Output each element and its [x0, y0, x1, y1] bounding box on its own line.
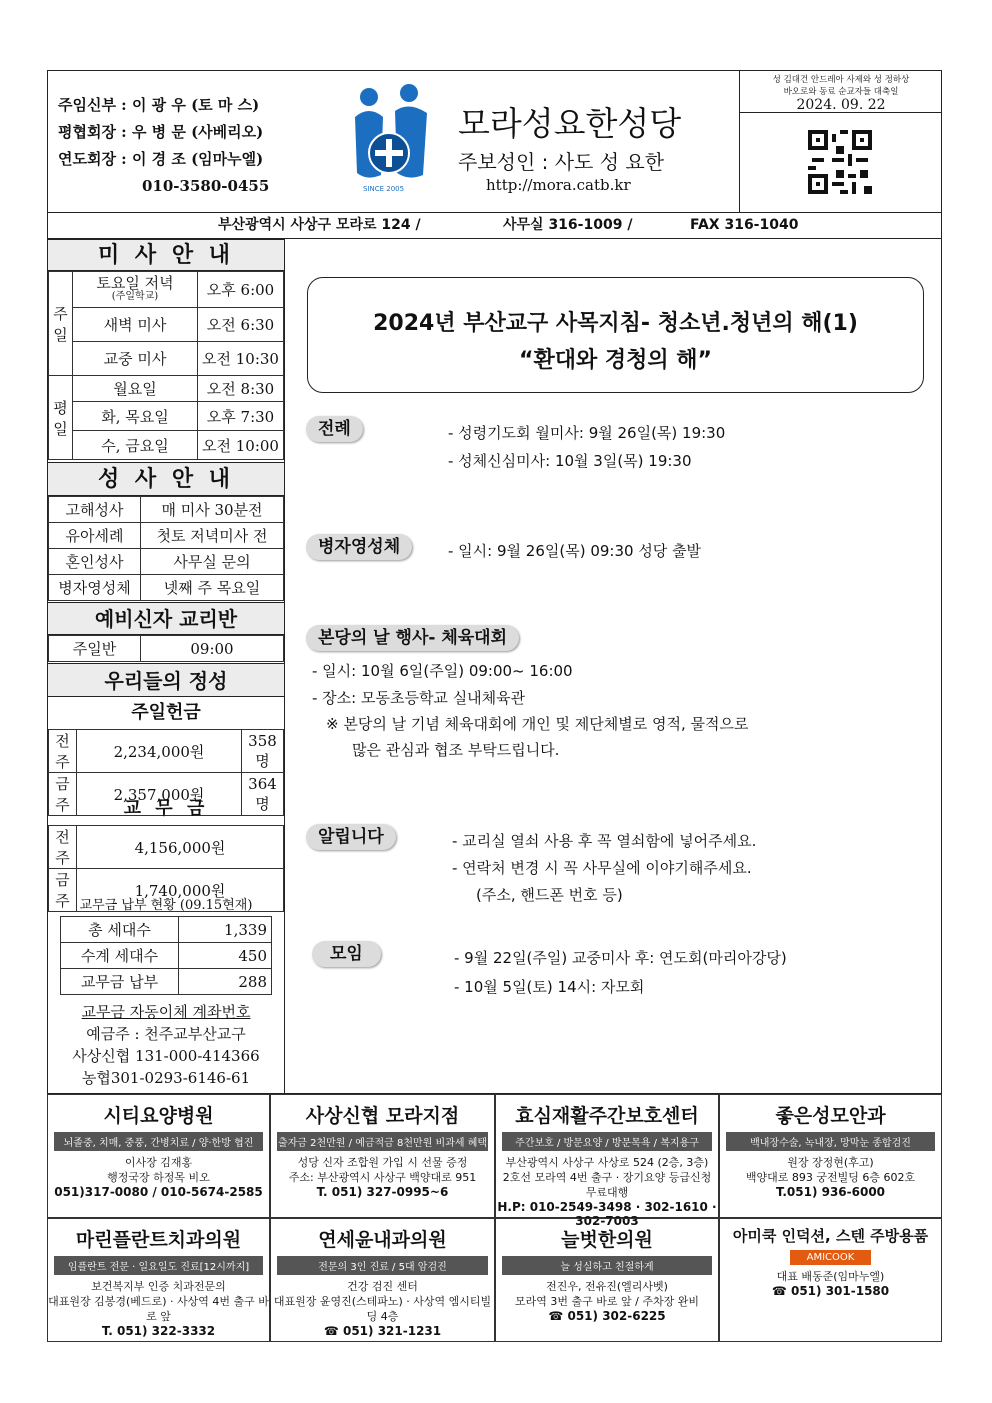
ad-sasang-credit-union [270, 1094, 495, 1218]
ad-phone: ☎ 051) 302-6225 [548, 1309, 666, 1323]
sacrament-time: 넷째 주 목요일 [141, 575, 284, 601]
ad-phone: T. 051) 322-3332 [101, 1324, 216, 1338]
ad-line: 전진우, 전유진(엘리사벳) [546, 1280, 668, 1293]
section-line: - 9월 22일(주일) 교중미사 후: 연도회(마리아강당) [454, 949, 787, 967]
section-line: - 일시: 10월 6일(주일) 09:00~ 16:00 [312, 662, 573, 680]
ad-title: 좋은성모안과 [775, 1105, 886, 1127]
status-value: 1,339 [179, 917, 272, 943]
ad-line: 원장 장정현(후고) [787, 1156, 874, 1169]
council-chair-line: 평협회장 : 우 병 문 (사베리오) [58, 123, 264, 141]
association-chair-line: 연도회장 : 이 경 조 (임마누엘) [58, 150, 264, 168]
qr-code-icon [808, 130, 872, 194]
section-line: ※ 본당의 날 기념 체육대회에 개인 및 제단체별로 영적, 물적으로 [326, 715, 749, 733]
feast-line-2: 바오로와 동료 순교자들 대축일 [783, 87, 899, 97]
ad-title: 사상신협 모라지점 [305, 1105, 460, 1127]
sacrament-time: 첫토 저녁미사 전 [141, 523, 284, 549]
ad-title: 아미쿡 인덕션, 스텐 주방용품 [732, 1227, 929, 1245]
dues-status-title: 교무금 납부 현황 (09.15현재) [79, 898, 253, 913]
section-line: - 연락처 변경 시 꼭 사무실에 이야기해주세요. [452, 859, 752, 877]
sacrament-name: 고해성사 [49, 497, 141, 523]
weekday-mass-row: 월요일 [73, 376, 198, 402]
dues-week: 금주 [49, 869, 77, 912]
ad-tagline: 임플란트 전문 · 일요일도 진료[12시까지] [54, 1256, 263, 1275]
section-line: - 성체신심미사: 10월 3일(목) 19:30 [448, 452, 692, 470]
ad-tagline: 백내장수술, 녹내장, 망막눈 종합검진 [726, 1132, 935, 1151]
ad-title: 연세윤내과의원 [318, 1229, 447, 1251]
feast-line-1: 성 김대건 안드레아 사제와 성 정하상 [772, 75, 910, 85]
church-address: 부산광역시 사상구 모라로 124 / [218, 217, 421, 233]
headline-box [307, 277, 924, 393]
ad-line: 성당 신자 조합원 가입 시 선물 증정 [297, 1156, 468, 1169]
section-line: - 장소: 모동초등학교 실내체육관 [312, 689, 526, 707]
ad-title: 늘벗한의원 [561, 1229, 653, 1251]
section-pill-sick-communion: 병자영성체 [306, 534, 412, 560]
sunday-mass-row: 교중 미사 [73, 342, 198, 376]
sunday-mass-time: 오후 6:00 [198, 272, 284, 308]
dues-status-table [60, 916, 272, 995]
ad-line: 행정국장 하정목 비오 [107, 1171, 210, 1184]
ad-marin-dental-clinic [47, 1218, 270, 1342]
pastor-line: 주임신부 : 이 광 우 (토 마 스) [58, 96, 260, 114]
church-name: 모라성요한성당 [458, 104, 682, 143]
ad-phone: H.P: 010-2549-3498 · 302-1610 · 302-7003 [497, 1200, 717, 1228]
ad-line: 주소: 부산광역시 사상구 백양대로 951 [288, 1171, 477, 1184]
section-line: (주소, 핸드폰 번호 등) [476, 886, 623, 904]
section-pill-liturgy: 전례 [306, 416, 363, 442]
sacrament-name: 혼인성사 [49, 549, 141, 575]
ad-line: 대표원장 김봉경(베드로) · 사상역 4번 출구 바로 앞 [48, 1295, 269, 1323]
patron-saint: 주보성인 : 사도 성 요한 [458, 150, 665, 174]
ad-tagline: 출자금 2천만원 / 예금적금 8천만원 비과세 혜택 [277, 1132, 488, 1151]
weekday-label: 평일 [49, 376, 73, 460]
sunday-label: 주일 [49, 272, 73, 376]
weekday-mass-time: 오후 7:30 [198, 402, 284, 431]
collection-count: 364명 [242, 773, 284, 816]
offering-title: 우리들의 정성 [48, 663, 284, 697]
ad-line: 건강 검진 센터 [347, 1280, 418, 1293]
ad-good-seongmo-eye-clinic [719, 1094, 942, 1218]
sacrament-time: 매 미사 30분전 [141, 497, 284, 523]
mass-schedule-table [48, 271, 284, 460]
ad-line: 대표 배동준(임마누엘) [776, 1270, 885, 1283]
ad-yonsei-yoon-clinic [270, 1218, 495, 1342]
ad-line: 이사장 김재홍 [124, 1156, 193, 1169]
sunday-collection-title: 주일헌금 [131, 702, 201, 723]
weekday-mass-time: 오전 8:30 [198, 376, 284, 402]
auto-transfer-title: 교무금 자동이체 계좌번호 [81, 1003, 251, 1021]
section-pill-meetings: 모임 [312, 941, 381, 967]
contact-phone: 010-3580-0455 [142, 177, 270, 195]
sunday-mass-row: 새벽 미사 [73, 308, 198, 342]
ad-line: 백양대로 893 궁전빌딩 6층 602호 [745, 1171, 916, 1184]
collection-count: 358명 [242, 730, 284, 773]
ad-phone: 051)317-0080 / 010-5674-2585 [54, 1185, 263, 1199]
catechumen-table [48, 635, 284, 662]
headline-subtitle: “환대와 경청의 해” [518, 348, 712, 373]
account-number-2: 농협301-0293-6146-61 [81, 1069, 251, 1087]
account-number-1: 사상신협 131-000-414366 [72, 1047, 260, 1065]
website-link[interactable]: http://mora.catb.kr [486, 176, 631, 194]
sacrament-time: 사무실 문의 [141, 549, 284, 575]
church-logo-icon [347, 83, 435, 193]
ad-tagline: 전문의 3인 진료 / 5대 암검진 [277, 1256, 488, 1275]
section-pill-parish-day: 본당의 날 행사- 체육대회 [306, 625, 519, 651]
collection-amount: 2,357,000원 [77, 773, 242, 816]
sacrament-name: 유아세례 [49, 523, 141, 549]
ad-title: 효심재활주간보호센터 [515, 1105, 699, 1127]
status-value: 288 [179, 969, 272, 995]
sacraments-table [48, 496, 284, 601]
date-box [739, 71, 942, 113]
headline-title: 2024년 부산교구 사목지침- 청소년.청년의 해(1) [373, 311, 858, 336]
catechumen-class: 주일반 [49, 636, 141, 662]
address-bar [48, 213, 942, 238]
ad-phone: ☎ 051) 321-1231 [323, 1324, 442, 1338]
ad-tagline: 늘 성실하고 친절하게 [502, 1256, 712, 1275]
ad-tagline: AMICOOK [790, 1250, 871, 1265]
weekday-mass-time: 오전 10:00 [198, 431, 284, 460]
ad-neulbeot-oriental-clinic [495, 1218, 719, 1342]
weekday-mass-row: 화, 목요일 [73, 402, 198, 431]
ad-hyosim-care-center [495, 1094, 719, 1228]
catechumen-time: 09:00 [141, 636, 284, 662]
ad-title: 시티요양병원 [103, 1105, 214, 1127]
auto-transfer-block [48, 1001, 284, 1089]
sacrament-name: 병자영성체 [49, 575, 141, 601]
dues-amount: 4,156,000원 [77, 826, 284, 869]
section-line: - 10월 5일(토) 14시: 자모회 [454, 978, 645, 996]
collection-week: 전주 [49, 730, 77, 773]
status-label: 교무금 납부 [61, 969, 179, 995]
mass-schedule-title: 미 사 안 내 [48, 239, 284, 271]
fax-number: FAX 316-1040 [690, 217, 799, 233]
account-holder: 예금주 : 천주교부산교구 [86, 1025, 246, 1043]
status-value: 450 [179, 943, 272, 969]
ad-amicook-kitchen [719, 1218, 942, 1342]
ad-city-nursing-hospital [47, 1094, 270, 1218]
collection-amount: 2,234,000원 [77, 730, 242, 773]
logo-since: SINCE 2005 [363, 185, 405, 193]
section-line: 많은 관심과 협조 부탁드립니다. [352, 741, 560, 759]
sacraments-title: 성 사 안 내 [48, 462, 284, 496]
section-pill-notices: 알립니다 [306, 824, 396, 850]
ad-title: 마린플란트치과의원 [75, 1229, 242, 1251]
ad-line: 부산광역시 사상구 사상로 524 (2층, 3층) [505, 1156, 709, 1169]
sunday-mass-time: 오전 6:30 [198, 308, 284, 342]
section-line: - 일시: 9월 26일(목) 09:30 성당 출발 [448, 542, 702, 560]
dues-week: 전주 [49, 826, 77, 869]
dues-title: 교 무 금 [123, 798, 209, 819]
status-label: 총 세대수 [61, 917, 179, 943]
section-line: - 교리실 열쇠 사용 후 꼭 열쇠함에 넣어주세요. [452, 832, 757, 850]
ad-phone: ☎ 051) 301-1580 [771, 1284, 890, 1298]
catechumen-title: 예비신자 교리반 [48, 602, 284, 635]
dues-amount: 1,740,000원 [77, 869, 284, 912]
ad-line: 보건복지부 인증 치과전문의 [91, 1280, 226, 1293]
status-label: 수계 세대수 [61, 943, 179, 969]
ad-tagline: 뇌졸중, 치매, 중풍, 간병치료 / 양·한방 협진 [54, 1132, 263, 1151]
sunday-mass-time: 오전 10:30 [198, 342, 284, 376]
church-logo [347, 83, 435, 193]
weekday-mass-row: 수, 금요일 [73, 431, 198, 460]
qr-code[interactable] [808, 130, 872, 194]
sunday-mass-row: 토요일 저녁 (주일학교) [73, 272, 198, 308]
ad-line: 2호선 모라역 4번 출구 · 장기요양 등급신청 무료대행 [502, 1171, 712, 1199]
ad-phone: T. 051) 327-0995~6 [316, 1185, 449, 1199]
issue-date: 2024. 09. 22 [796, 97, 886, 113]
ad-phone: T.051) 936-6000 [775, 1185, 886, 1199]
ad-line: 대표원장 윤영진(스테파노) · 사상역 엠시티빌딩 4층 [273, 1295, 492, 1323]
section-line: - 성령기도회 월미사: 9월 26일(목) 19:30 [448, 424, 726, 442]
office-phone: 사무실 316-1009 / [503, 217, 633, 233]
ad-tagline: 주간보호 / 방문요양 / 방문목욕 / 복지용구 [502, 1132, 712, 1151]
ad-line: 모라역 3번 출구 바로 앞 / 주차장 완비 [515, 1295, 699, 1308]
collection-week: 금주 [49, 773, 77, 816]
